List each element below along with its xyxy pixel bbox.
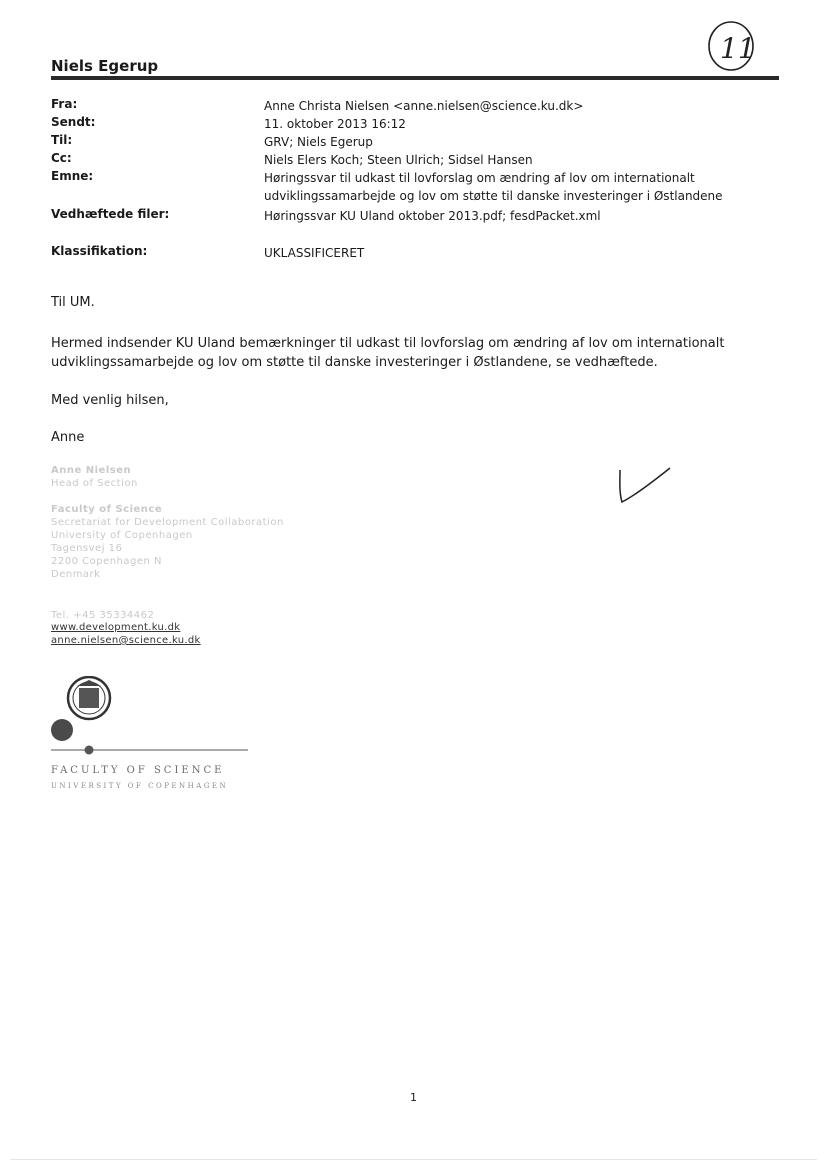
field-classification-label: Klassifikation: [51, 244, 148, 258]
field-attachments-value: Høringssvar KU Uland oktober 2013.pdf; fesdPacket.xml [264, 209, 601, 223]
field-from-label: Fra: [51, 97, 78, 111]
page-mark-number: 11 [720, 32, 756, 65]
website-link[interactable]: www.development.ku.dk [51, 622, 181, 633]
field-from-value: Anne Christa Nielsen <anne.nielsen@science.ku.dk> [264, 99, 584, 113]
sender-first-name: Anne [51, 430, 85, 445]
university-logo [51, 676, 251, 766]
signature-country: Denmark [51, 569, 101, 580]
field-cc-label: Cc: [51, 151, 72, 165]
header-rule [51, 76, 779, 80]
field-classification-value: UKLASSIFICERET [264, 246, 365, 260]
signature-faculty: Faculty of Science [51, 504, 163, 515]
field-subject-value: Høringssvar til udkast til lovforslag om ændring af lov om internationalt udviklingssamarbejde og lov om støtte til danske investeringer i Østlandene [264, 171, 723, 203]
scan-edge-line [10, 1159, 817, 1160]
signature-street: Tagensvej 16 [51, 543, 123, 554]
page-number: 1 [410, 1091, 417, 1104]
signature-title: Head of Section [51, 478, 138, 489]
field-sent-value: 11. oktober 2013 16:12 [264, 117, 406, 131]
field-to-label: Til: [51, 133, 73, 147]
body-paragraph: Hermed indsender KU Uland bemærkninger til udkast til lovforslag om ændring af lov om internationalt udviklingssamarbejde og lov om støtte til danske investeringer i Østlandene, se vedhæftede. [51, 336, 725, 370]
field-attachments-label: Vedhæftede filer: [51, 207, 170, 221]
signature-university: University of Copenhagen [51, 530, 193, 541]
field-to-value: GRV; Niels Egerup [264, 135, 373, 149]
signature-phone: Tel. +45 35334462 [51, 610, 155, 621]
field-sent-label: Sendt: [51, 115, 96, 129]
signature-city: 2200 Copenhagen N [51, 556, 163, 567]
handwritten-page-mark [706, 20, 756, 72]
logo-university-line: UNIVERSITY OF COPENHAGEN [51, 782, 229, 790]
signature-name: Anne Nielsen [51, 465, 132, 476]
email-link[interactable]: anne.nielsen@science.ku.dk [51, 635, 201, 646]
handwritten-checkmark [616, 466, 674, 508]
signature-department: Secretariat for Development Collaboration [51, 517, 284, 528]
field-subject-label: Emne: [51, 169, 94, 183]
field-cc-value: Niels Elers Koch; Steen Ulrich; Sidsel Hansen [264, 153, 533, 167]
closing: Med venlig hilsen, [51, 393, 169, 408]
sender-name: Niels Egerup [51, 57, 159, 75]
greeting: Til UM. [51, 295, 95, 310]
logo-faculty-line: FACULTY OF SCIENCE [51, 765, 225, 776]
